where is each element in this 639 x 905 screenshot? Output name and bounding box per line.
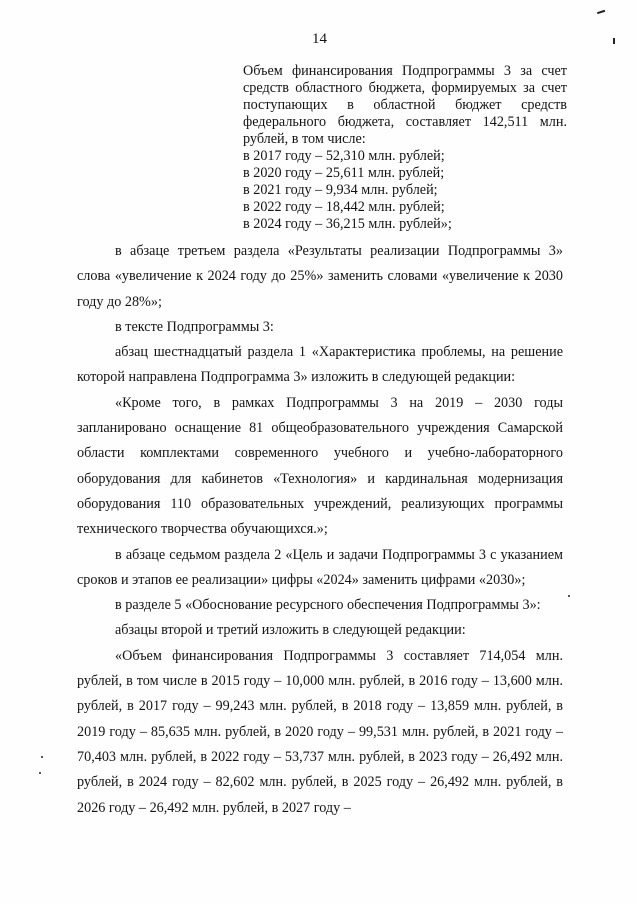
funding-year-line: в 2017 году – 52,310 млн. рублей;	[243, 148, 445, 164]
page-number: 14	[312, 31, 327, 47]
paragraph-quote-equipment: «Кроме того, в рамках Подпрограммы 3 на 2019 – 2030 годы запланировано оснащение 81 общеобразовательного учреждения Самарской области комплектами современного учебного и учебно-лабораторного оборудования для кабинетов «Технология» и кардинальная модернизация оборудования 110 образовательных учреждений, реализующих программы технического творчества обучающихся.»;	[77, 394, 563, 538]
paragraph-quote-funding: «Объем финансирования Подпрограммы 3 составляет 714,054 млн. рублей, в том числе в 2015 году – 10,000 млн. рублей, в 2016 году – 13,600 млн. рублей, в 2017 году – 99,243 млн. рублей, в 2018 году – 13,859 млн. рублей, в 2019 году – 85,635 млн. рублей, в 2020 году – 99,531 млн. рублей, в 2021 году – 70,403 млн. рублей, в 2022 году – 53,737 млн. рублей, в 2023 году – 26,492 млн. рублей, в 2024 году – 82,602 млн. рублей, в 2025 году – 26,492 млн. рублей, в 2026 году – 26,492 млн. рублей, в 2027 году –	[77, 647, 563, 816]
scan-mark	[39, 772, 41, 774]
paragraph-second-third: абзацы второй и третий изложить в следующей редакции:	[115, 622, 466, 639]
funding-quote-block	[243, 63, 567, 233]
paragraph-subprogram-text: в тексте Подпрограммы 3:	[115, 318, 274, 335]
paragraph-results-section: в абзаце третьем раздела «Результаты реализации Подпрограммы 3» слова «увеличение к 2024 году до 25%» заменить словами «увеличение к 2030 году до 28%»;	[77, 243, 563, 310]
funding-year-line: в 2022 году – 18,442 млн. рублей;	[243, 199, 445, 215]
paragraph-section-5: в разделе 5 «Обоснование ресурсного обеспечения Подпрограммы 3»:	[115, 597, 541, 614]
scan-mark	[568, 595, 570, 597]
scan-mark	[41, 756, 43, 758]
funding-year-line: в 2024 году – 36,215 млн. рублей»;	[243, 216, 452, 232]
scan-mark	[613, 38, 615, 44]
paragraph-section-1: абзац шестнадцатый раздела 1 «Характеристика проблемы, на решение которой направлена Подпрограмма 3» изложить в следующей редакции:	[77, 344, 563, 386]
document-body	[77, 239, 563, 821]
scan-mark	[597, 10, 605, 14]
funding-year-line: в 2021 году – 9,934 млн. рублей;	[243, 182, 438, 198]
funding-intro-text: Объем финансирования Подпрограммы 3 за счет средств областного бюджета, формируемых за счет поступающих в областной бюджет средств федерального бюджета, составляет 142,511 млн. рублей, в том числе:	[243, 63, 567, 147]
paragraph-section-2: в абзаце седьмом раздела 2 «Цель и задачи Подпрограммы 3 с указанием сроков и этапов ее реализации» цифры «2024» заменить цифрами «2030»;	[77, 546, 563, 588]
funding-year-line: в 2020 году – 25,611 млн. рублей;	[243, 165, 445, 181]
